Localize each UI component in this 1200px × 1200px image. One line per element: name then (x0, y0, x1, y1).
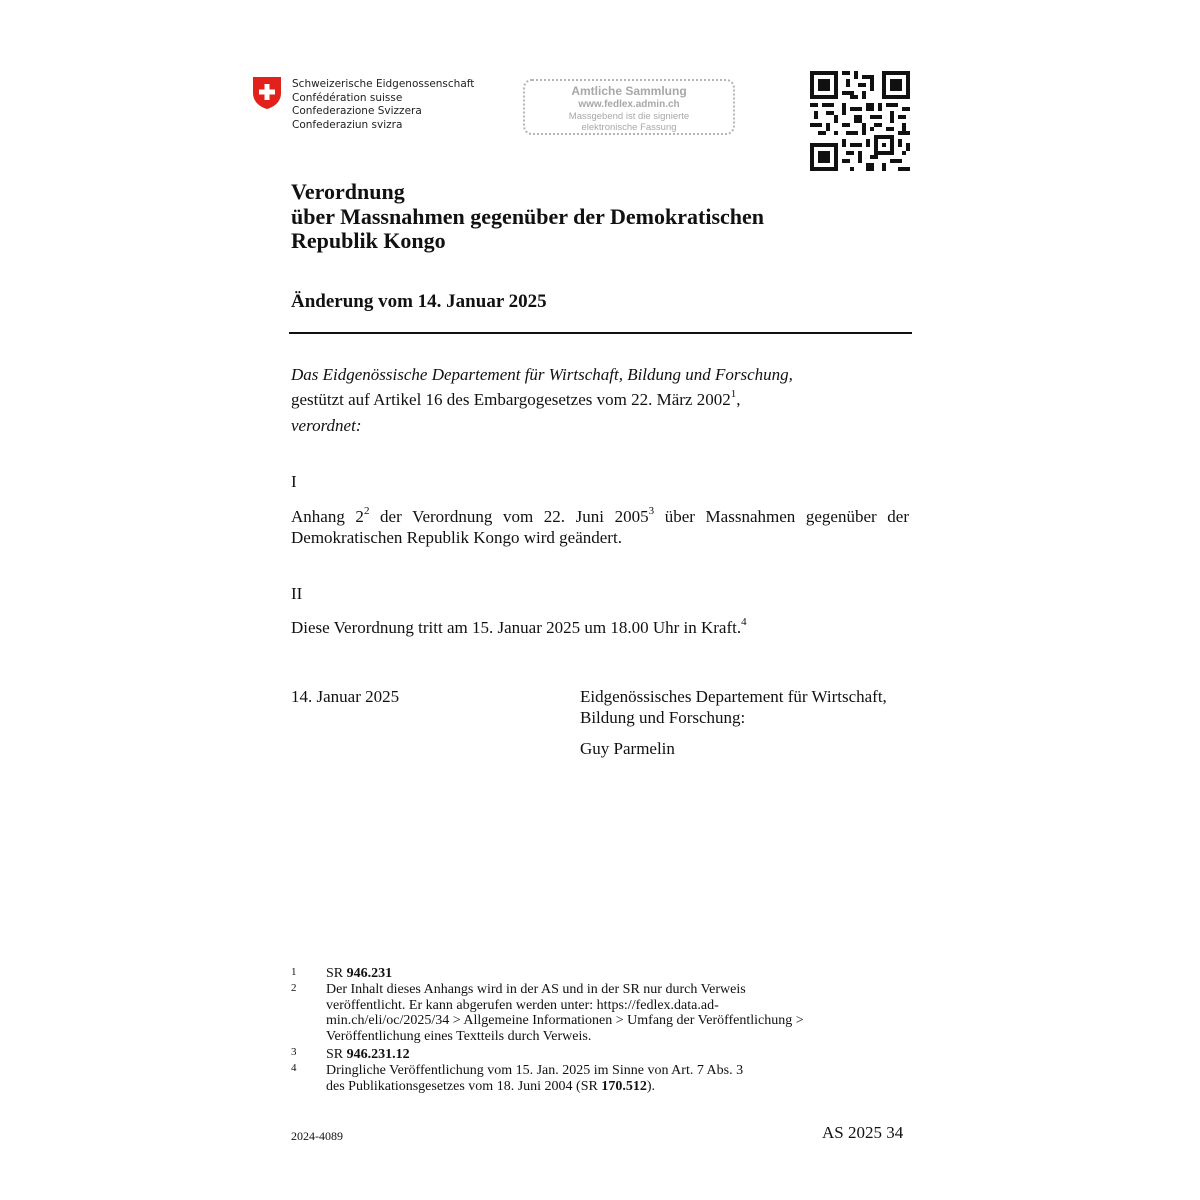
official-collection-stamp (523, 79, 735, 135)
footnote-4-line-2-prefix: des Publikationsgesetzes vom 18. Juni 2004 (SR (326, 1078, 602, 1094)
footnote-1-sr-number: 946.231 (346, 966, 393, 981)
confederation-name-de: Schweizerische Eidgenossenschaft (292, 78, 475, 90)
footnote-2-line-3[interactable]: min.ch/eli/oc/2025/34 > Allgemeine Informationen > Umfang der Veröffentlichung > (326, 1013, 804, 1028)
section-2-text (291, 617, 747, 638)
footnote-4 (326, 1063, 886, 1094)
footnote-3-prefix: SR (326, 1047, 347, 1062)
footnote-3 (326, 1047, 886, 1063)
signatory-name: Guy Parmelin (580, 739, 675, 758)
section-2-text-body: Diese Verordnung tritt am 15. Januar 2025 um 18.00 Uhr in Kraft. (291, 618, 742, 637)
title-line-3: Republik Kongo (291, 228, 446, 253)
preamble-basis-end: , (736, 390, 741, 409)
signature-authority-line-1: Eidgenössisches Departement für Wirtschaft, (580, 687, 887, 706)
stamp-title: Amtliche Sammlung (571, 84, 687, 98)
footnote-ref-1[interactable]: 1 (730, 388, 737, 401)
amendment-date-heading: Änderung vom 14. Januar 2025 (291, 291, 547, 312)
footnote-4-line-2-suffix: ). (646, 1078, 655, 1094)
title-divider (289, 332, 912, 334)
section-2-heading: II (291, 584, 303, 603)
footnote-4-sr-number: 170.512 (601, 1078, 647, 1094)
footnote-2-line-4: Veröffentlichung eines Textteils durch Verweis. (326, 1028, 592, 1044)
footnote-4-line-2 (326, 1079, 886, 1095)
confederation-name-it: Confederazione Svizzera (292, 105, 422, 117)
stamp-note-1: Massgebend ist die signierte (568, 111, 690, 122)
footnote-4-number: 4 (291, 1062, 297, 1074)
section-1-heading: I (291, 472, 297, 491)
footnote-2 (326, 982, 886, 1044)
confederation-name-rm: Confederaziun svizra (292, 118, 403, 131)
title-line-1: Verordnung (291, 179, 405, 204)
footnote-3-number: 3 (291, 1046, 297, 1058)
stamp-note-2: elektronische Fassung (581, 122, 677, 133)
footnote-4-line-1: Dringliche Veröffentlichung vom 15. Jan. 2025 im Sinne von Art. 7 Abs. 3 (326, 1063, 744, 1078)
ordinance-title (291, 180, 764, 254)
section-1-text (291, 506, 909, 548)
section-1-text-b: der Verordnung vom 22. Juni 2005 (369, 507, 649, 526)
preamble-decree: verordnet: (291, 416, 362, 435)
footnote-ref-2[interactable]: 2 (363, 505, 370, 518)
title-line-2: über Massnahmen gegenüber der Demokratischen (291, 203, 764, 229)
preamble-basis (291, 389, 740, 410)
swiss-coat-of-arms-icon (252, 76, 282, 110)
section-1-text-c: über Massnahmen gegenüber der Demokratischen Republik Kongo wird geändert. (291, 507, 909, 547)
confederation-names (292, 78, 474, 132)
document-number: 2024-4089 (291, 1129, 343, 1143)
stamp-url: www.fedlex.admin.ch (578, 99, 680, 110)
official-collection-reference: AS 2025 34 (822, 1123, 904, 1142)
footnote-ref-4[interactable]: 4 (741, 616, 747, 629)
footnote-2-number: 2 (291, 982, 297, 994)
footnote-3-sr-number: 946.231.12 (346, 1047, 410, 1062)
signature-authority-line-2: Bildung und Forschung: (580, 708, 746, 727)
footnote-2-line-1: Der Inhalt dieses Anhangs wird in der AS und in der SR nur durch Verweis (326, 982, 746, 997)
signature-date: 14. Januar 2025 (291, 687, 400, 706)
qr-code-icon (810, 71, 910, 171)
preamble-basis-text: gestützt auf Artikel 16 des Embargogesetzes vom 22. März 2002 (291, 390, 731, 409)
confederation-name-fr: Confédération suisse (292, 91, 403, 104)
preamble-authority: Das Eidgenössische Departement für Wirtschaft, Bildung und Forschung, (291, 365, 793, 384)
footnote-1-prefix: SR (326, 966, 347, 981)
footnote-1 (326, 966, 886, 982)
footnote-2-line-2[interactable]: veröffentlicht. Er kann abgerufen werden unter: https://fedlex.data.ad- (326, 997, 719, 1013)
footnote-1-number: 1 (291, 966, 297, 978)
section-1-text-a: Anhang 2 (291, 507, 364, 526)
signature-authority (580, 686, 887, 728)
footnote-ref-3[interactable]: 3 (648, 505, 655, 518)
